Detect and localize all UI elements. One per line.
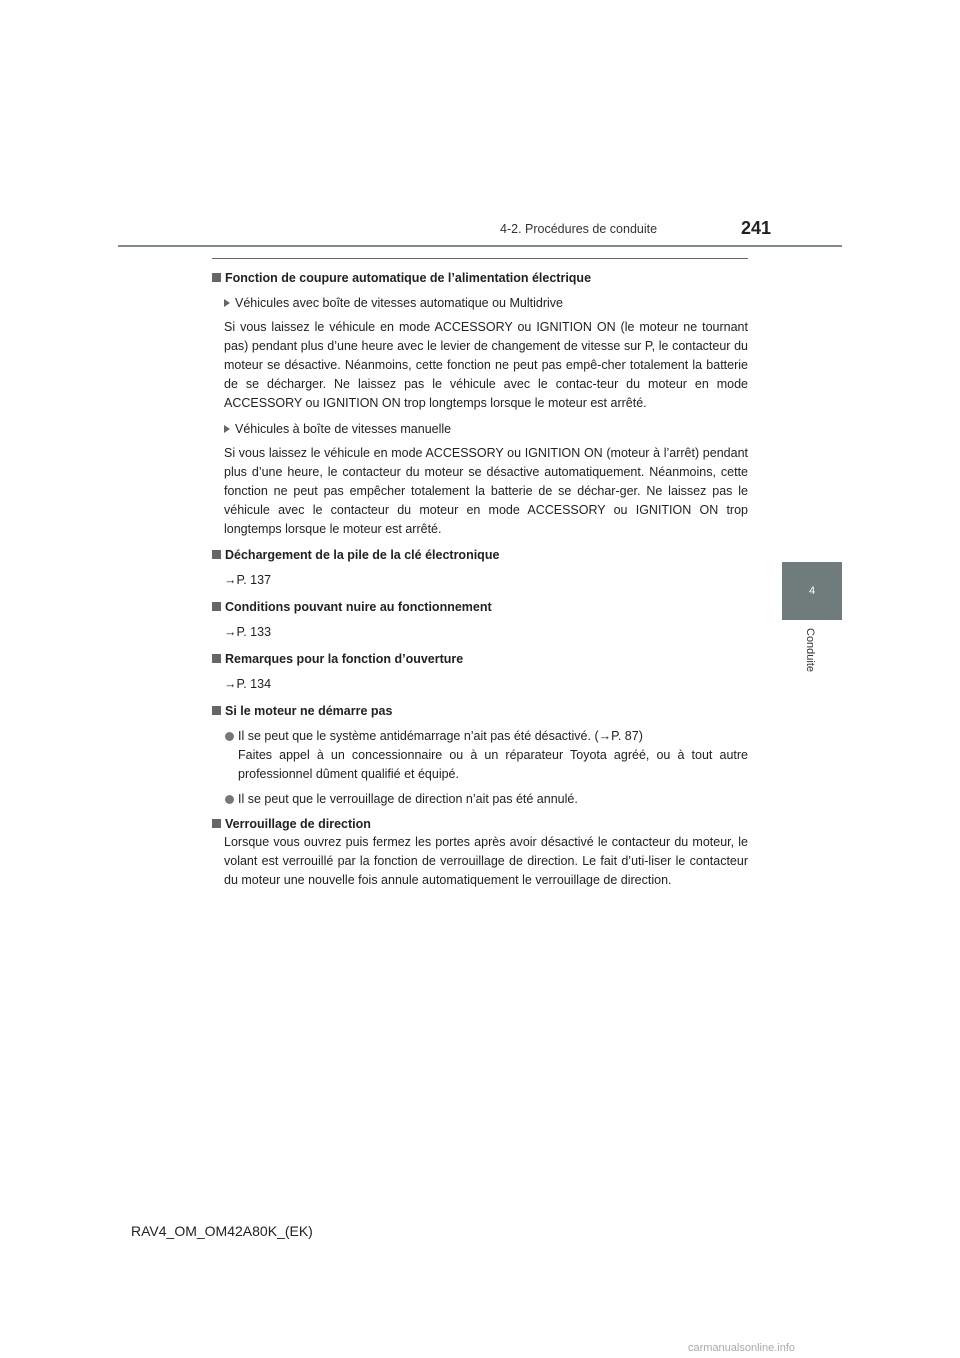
square-bullet-icon bbox=[212, 550, 221, 559]
paragraph: Si vous laissez le véhicule en mode ACCESSORY ou IGNITION ON (moteur à l’arrêt) pendant plus d’une heure, le contacteur du moteur se désactive automatiquement. Néanmoins, cette fonction ne peut pas empêcher totalement la batterie de se déchar-ger. Ne laissez pas le véhicule avec le contacteur du moteur en mode ACCESSORY ou IGNITION ON trop longtemps lorsque le moteur est arrêté. bbox=[224, 446, 748, 536]
list-item: Il se peut que le verrouillage de direction n’ait pas été annulé. bbox=[212, 790, 748, 809]
header-divider bbox=[118, 245, 842, 247]
square-bullet-icon bbox=[212, 602, 221, 611]
paragraph: Si vous laissez le véhicule en mode ACCESSORY ou IGNITION ON (le moteur ne tournant pas) pendant plus d’une heure avec le levier de changement de vitesse sur P, le contacteur du moteur se désactive. Néanmoins, cette fonction ne peut pas empê-cher totalement la batterie de se décharger. Ne laissez pas le véhicule avec le contac-teur du moteur en mode ACCESSORY ou IGNITION ON trop longtemps lorsque le moteur est arrêté. bbox=[224, 320, 748, 410]
chapter-title: 4-2. Procédures de conduite bbox=[500, 222, 658, 236]
watermark: carmanualsonline.info bbox=[688, 1342, 796, 1354]
list-item: Il se peut que le système antidémarrage n’ait pas été désactivé. (→P. 87) Faites appel à un concessionnaire ou à un réparateur Toyota agréé, ou à tout autre professionnel dûment qualifié et équipé. bbox=[212, 727, 748, 784]
section-heading: Remarques pour la fonction d’ouverture bbox=[212, 650, 748, 668]
section-heading: Conditions pouvant nuire au fonctionnement bbox=[212, 598, 748, 616]
square-bullet-icon bbox=[212, 819, 221, 828]
circle-bullet-icon bbox=[225, 732, 234, 741]
square-bullet-icon bbox=[212, 706, 221, 715]
triangle-bullet-icon bbox=[224, 425, 230, 433]
subheading: Véhicules avec boîte de vitesses automatique ou Multidrive bbox=[212, 294, 748, 312]
page-reference-link[interactable]: →P. 134 bbox=[224, 677, 272, 691]
page-content bbox=[212, 258, 748, 897]
section-heading: Déchargement de la pile de la clé électronique bbox=[212, 546, 748, 564]
section-heading: Fonction de coupure automatique de l’alimentation électrique bbox=[212, 269, 748, 287]
section-heading: Verrouillage de direction bbox=[212, 815, 748, 833]
section-heading: Si le moteur ne démarre pas bbox=[212, 702, 748, 720]
triangle-bullet-icon bbox=[224, 299, 230, 307]
page-reference-link[interactable]: →P. 133 bbox=[224, 625, 272, 639]
circle-bullet-icon bbox=[225, 795, 234, 804]
paragraph: Lorsque vous ouvrez puis fermez les portes après avoir désactivé le contacteur du moteur, le volant est verrouillé par la fonction de verrouillage de direction. Le fait d’uti-liser le contacteur du moteur une nouvelle fois annule automatiquement le verrouillage de direction. bbox=[224, 835, 748, 887]
page-number: 241 bbox=[741, 218, 772, 238]
square-bullet-icon bbox=[212, 273, 221, 282]
square-bullet-icon bbox=[212, 654, 221, 663]
chapter-tab[interactable] bbox=[782, 562, 842, 620]
section-divider bbox=[212, 258, 748, 259]
page-reference-link[interactable]: →P. 137 bbox=[224, 573, 272, 587]
subheading: Véhicules à boîte de vitesses manuelle bbox=[212, 420, 748, 438]
chapter-tab-label: Conduite bbox=[804, 628, 816, 673]
document-code: RAV4_OM_OM42A80K_(EK) bbox=[131, 1223, 313, 1239]
chapter-tab-number: 4 bbox=[808, 585, 816, 597]
